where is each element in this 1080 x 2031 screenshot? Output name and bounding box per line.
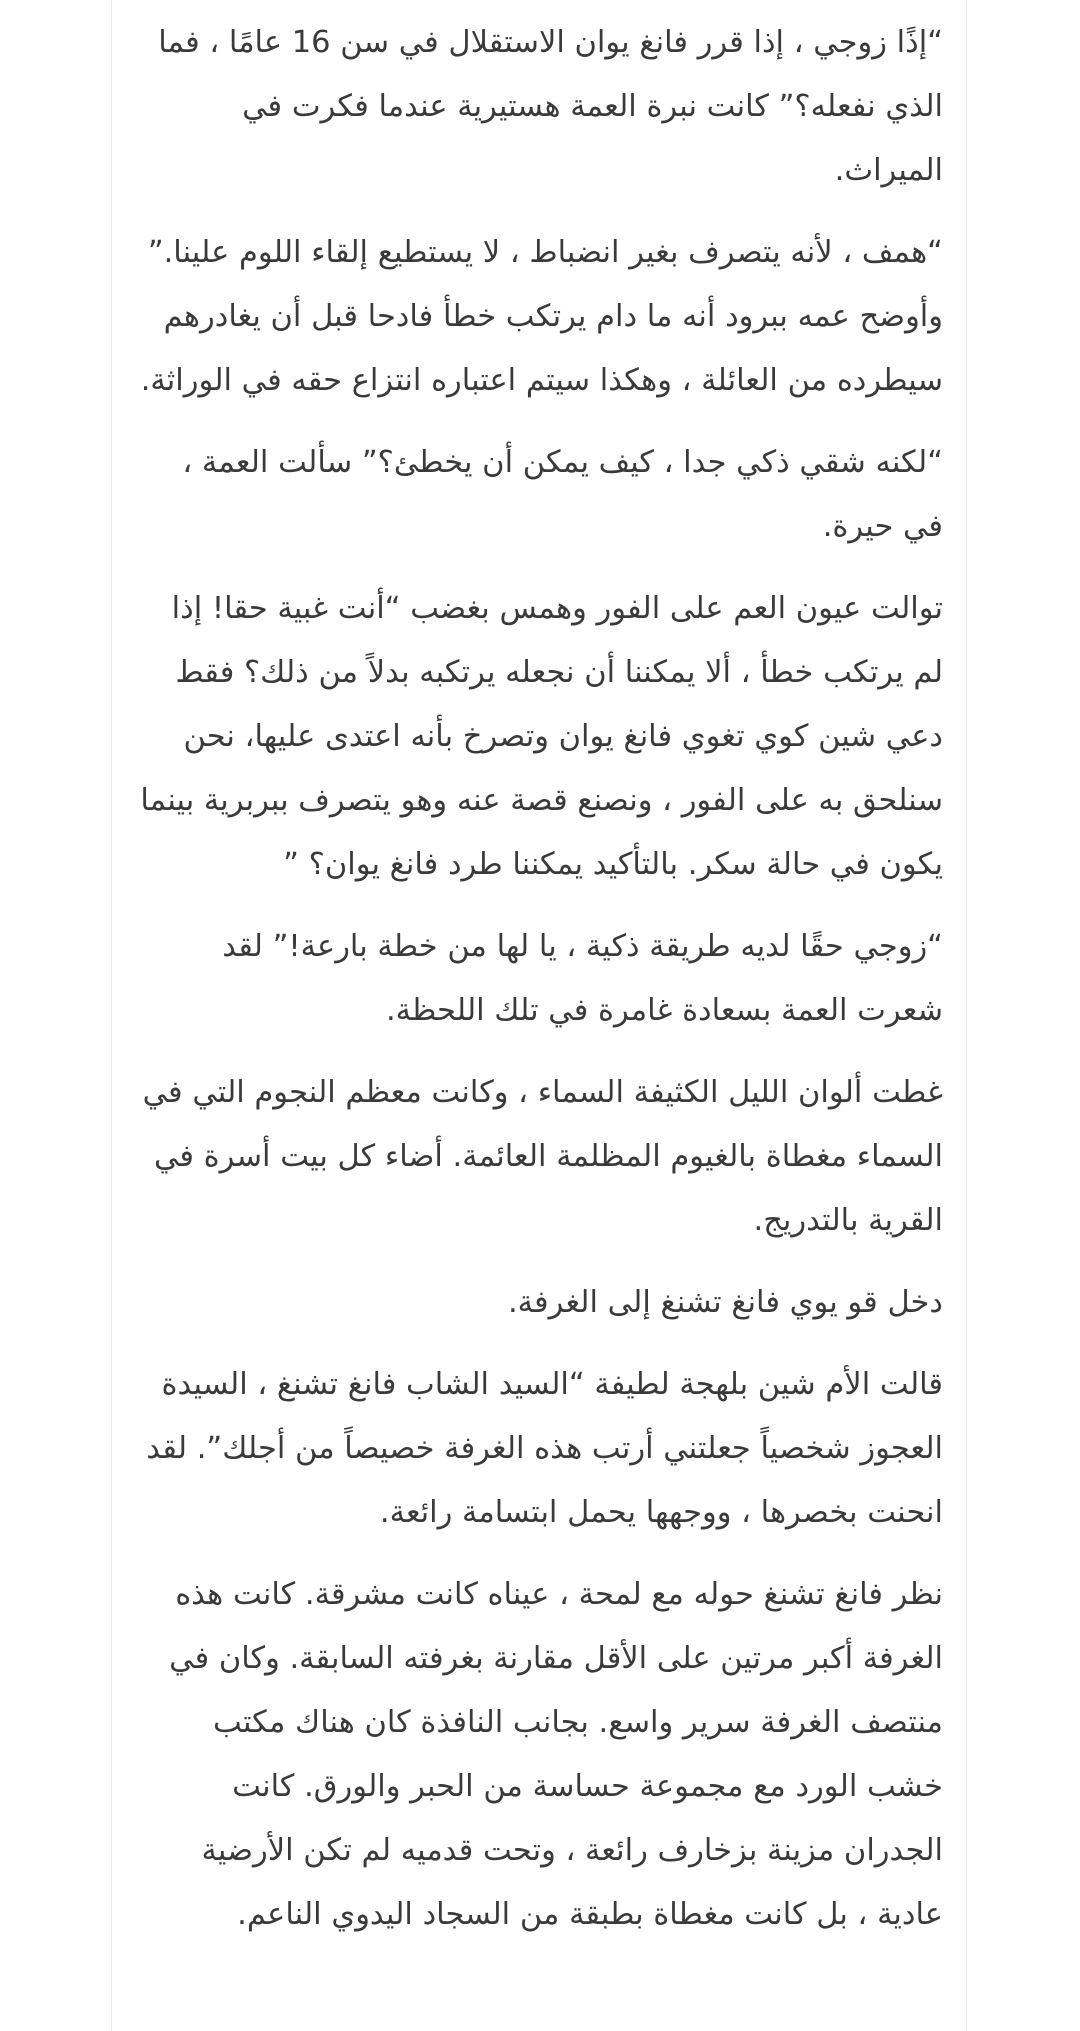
paragraph: “زوجي حقًا لديه طريقة ذكية ، يا لها من خطة بارعة!” لقد شعرت العمة بسعادة غامرة في تلك اللحظة. <box>222 929 943 1028</box>
chapter-text <box>137 0 943 1965</box>
paragraph: توالت عيون العم على الفور وهمس بغضب “أنت غبية حقا! إذا لم يرتكب خطأ ، ألا يمكننا أن نجعله يرتكبه بدلاً من ذلك؟ فقط دعي شين كوي تغوي فانغ يوان وتصرخ بأنه اعتدى عليها، نحن سنلحق به على الفور ، ونصنع قصة عنه وهو يتصرف ببربرية بينما يكون في حالة سكر. بالتأكيد يمكننا طرد فانغ يوان؟ ” <box>140 591 943 882</box>
paragraph: دخل قو يوي فانغ تشنغ إلى الغرفة. <box>507 1285 943 1320</box>
paragraph: غطت ألوان الليل الكثيفة السماء ، وكانت معظم النجوم التي في السماء مغطاة بالغيوم المظلمة العائمة. أضاء كل بيت أسرة في القرية بالتدريج. <box>142 1075 943 1238</box>
paragraph: قالت الأم شين بلهجة لطيفة “السيد الشاب فانغ تشنغ ، السيدة العجوز شخصياً جعلتني أرتب هذه الغرفة خصيصاً من أجلك”. لقد انحنت بخصرها ، ووجهها يحمل ابتسامة رائعة. <box>146 1367 943 1530</box>
paragraph: “إذًا زوجي ، إذا قرر فانغ يوان الاستقلال في سن 16 عامًا ، فما الذي نفعله؟” كانت نبرة العمة هستيرية عندما فكرت في الميراث. <box>158 25 943 188</box>
paragraph: “لكنه شقي ذكي جدا ، كيف يمكن أن يخطئ؟” سألت العمة ، في حيرة. <box>182 445 943 544</box>
paragraph: “همف ، لأنه يتصرف بغير انضباط ، لا يستطيع إلقاء اللوم علينا.” وأوضح عمه ببرود أنه ما دام يرتكب خطأ فادحا قبل أن يغادرهم سيطرده من العائلة ، وهكذا سيتم اعتباره انتزاع حقه في الوراثة. <box>140 235 943 398</box>
paragraph: نظر فانغ تشنغ حوله مع لمحة ، عيناه كانت مشرقة. كانت هذه الغرفة أكبر مرتين على الأقل مقارنة بغرفته السابقة. وكان في منتصف الغرفة سرير واسع. بجانب النافذة كان هناك مكتب خشب الورد مع مجموعة حساسة من الحبر والورق. كانت الجدران مزينة بزخارف رائعة ، وتحت قدميه لم تكن الأرضية عادية ، بل كانت مغطاة بطبقة من السجاد اليدوي الناعم. <box>169 1577 943 1932</box>
